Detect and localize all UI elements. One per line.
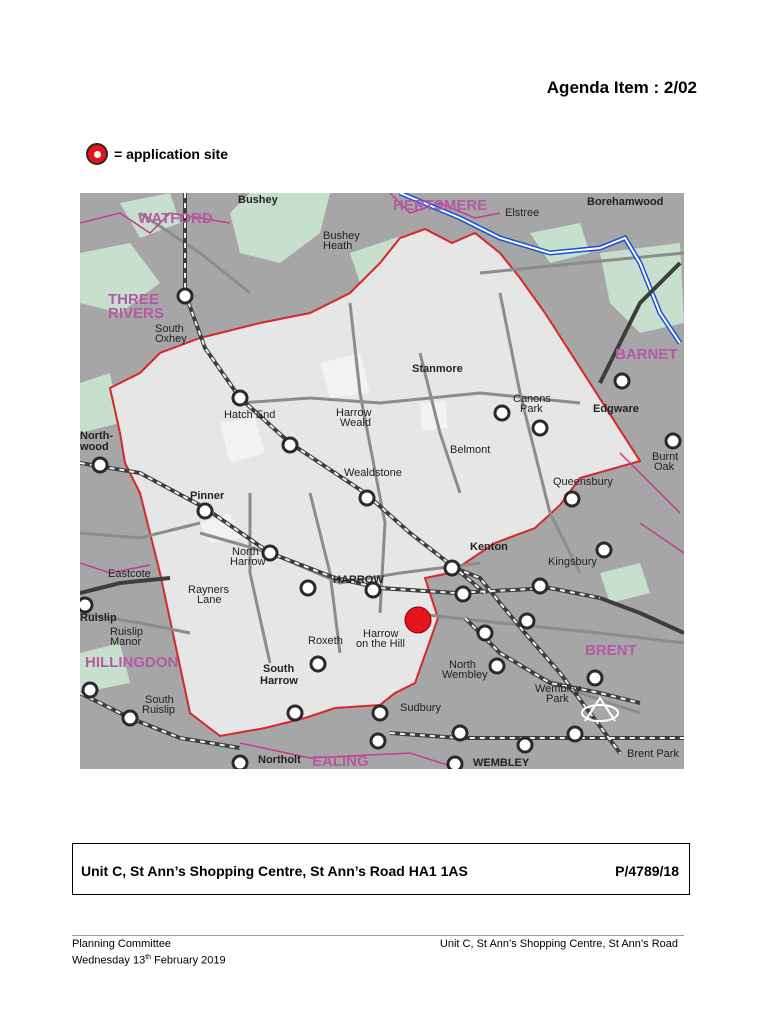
label-northolt: Northolt bbox=[258, 754, 301, 766]
footer-divider bbox=[72, 935, 684, 936]
label-watford: WATFORD bbox=[138, 210, 213, 227]
label-barnet: BARNET bbox=[615, 346, 678, 363]
label-harrow-weald-2: Weald bbox=[340, 417, 371, 429]
label-hillingdon: HILLINGDON bbox=[85, 654, 179, 671]
application-site-marker-icon bbox=[86, 143, 108, 165]
label-canons-park-1: Canons bbox=[513, 393, 551, 405]
location-map bbox=[80, 193, 684, 769]
label-harrow-weald-1: Harrow bbox=[336, 407, 372, 419]
label-kenton: Kenton bbox=[470, 541, 508, 553]
label-roxeth: Roxeth bbox=[308, 635, 343, 647]
footer-date bbox=[72, 951, 226, 968]
label-sudbury: Sudbury bbox=[400, 702, 441, 714]
footer-date-prefix: Wednesday 13 bbox=[72, 954, 146, 967]
label-ruislip: Ruislip bbox=[80, 612, 117, 624]
label-belmont: Belmont bbox=[450, 444, 491, 456]
label-elstree: Elstree bbox=[505, 207, 540, 219]
application-reference: P/4789/18 bbox=[615, 863, 679, 879]
label-south-harrow-2: Harrow bbox=[260, 675, 298, 687]
label-wembley: WEMBLEY bbox=[473, 757, 530, 769]
label-rayners-lane-2: Lane bbox=[197, 594, 222, 606]
footer-left bbox=[72, 938, 226, 968]
application-info-box bbox=[72, 843, 690, 895]
label-harrow: HARROW bbox=[333, 574, 384, 586]
label-wealdstone: Wealdstone bbox=[344, 467, 402, 479]
label-ruislip-manor-2: Manor bbox=[110, 636, 142, 648]
application-site-marker bbox=[405, 607, 431, 633]
label-three-rivers-1: THREE bbox=[108, 291, 159, 308]
label-three-rivers-2: RIVERS bbox=[108, 305, 164, 322]
footer-committee: Planning Committee bbox=[72, 938, 172, 950]
agenda-item-heading: Agenda Item : 2/02 bbox=[546, 78, 697, 97]
label-queensbury: Queensbury bbox=[553, 476, 613, 488]
label-northwood-1: North- bbox=[80, 430, 113, 442]
label-bushey-heath-1: Bushey bbox=[323, 230, 360, 242]
label-borehamwood: Borehamwood bbox=[587, 196, 664, 208]
label-burnt-oak-1: Burnt bbox=[652, 451, 679, 463]
legend-label: = application site bbox=[114, 146, 228, 162]
label-northwood-2: wood bbox=[80, 441, 109, 453]
label-ealing: EALING bbox=[312, 753, 369, 769]
label-south-oxhey-2: Oxhey bbox=[155, 333, 187, 345]
map-legend bbox=[86, 143, 228, 165]
label-south-oxhey-1: South bbox=[155, 323, 184, 335]
footer-right: Unit C, St Ann’s Shopping Centre, St Ann’s Road bbox=[439, 938, 678, 950]
label-south-ruislip-1: South bbox=[145, 694, 174, 706]
footer-date-suffix: th bbox=[145, 954, 152, 961]
label-canons-park-2: Park bbox=[520, 403, 543, 415]
label-south-ruislip-2: Ruislip bbox=[142, 704, 176, 716]
label-kingsbury: Kingsbury bbox=[548, 556, 597, 568]
label-brent: BRENT bbox=[585, 642, 637, 659]
label-harrow-hill-2: on the Hill bbox=[356, 638, 405, 650]
label-hatch-end: Hatch End bbox=[224, 409, 276, 421]
label-wembley-park-2: Park bbox=[546, 693, 569, 705]
label-brent-park: Brent Park bbox=[627, 748, 679, 760]
label-bushey: Bushey bbox=[238, 194, 278, 206]
label-wembley-park-1: Wembley bbox=[535, 683, 581, 695]
label-bushey-heath-2: Heath bbox=[323, 240, 353, 252]
label-north-harrow-2: Harrow bbox=[230, 556, 266, 568]
application-address: Unit C, St Ann’s Shopping Centre, St Ann’s Road HA1 1AS bbox=[81, 863, 468, 879]
label-pinner: Pinner bbox=[190, 490, 225, 502]
label-burnt-oak-2: Oak bbox=[654, 461, 675, 473]
label-ruislip-manor-1: Ruislip bbox=[110, 626, 144, 638]
label-hertsmere: HERTSMERE bbox=[393, 197, 488, 214]
label-north-wembley-2: Wembley bbox=[442, 669, 488, 681]
label-rayners-lane-1: Rayners bbox=[188, 584, 229, 596]
label-north-wembley-1: North bbox=[449, 659, 476, 671]
label-north-harrow-1: North bbox=[232, 546, 259, 558]
label-eastcote: Eastcote bbox=[108, 568, 151, 580]
label-harrow-hill-1: Harrow bbox=[363, 628, 399, 640]
footer-date-rest: February 2019 bbox=[151, 954, 226, 967]
label-edgware: Edgware bbox=[593, 403, 639, 415]
label-south-harrow-1: South bbox=[263, 663, 295, 675]
label-stanmore: Stanmore bbox=[412, 363, 463, 375]
